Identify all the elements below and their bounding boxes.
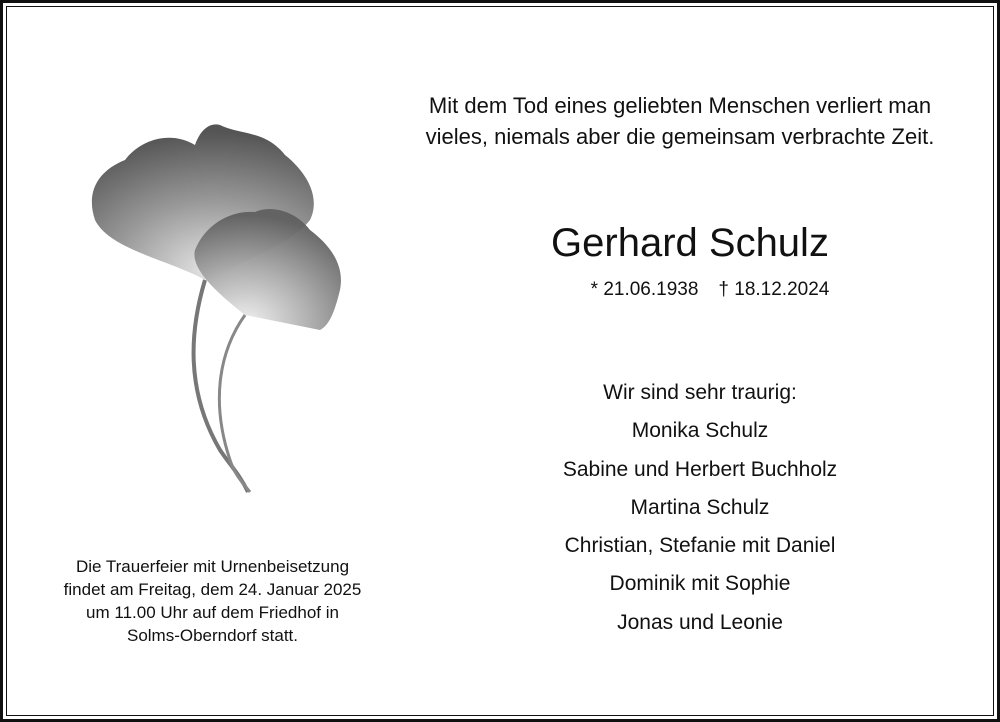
funeral-service-info — [20, 555, 405, 647]
death-date: † 18.12.2024 — [718, 279, 830, 300]
mourners-list — [500, 374, 900, 642]
mourner: Christian, Stefanie mit Daniel — [564, 534, 836, 558]
mourner: Monika Schulz — [631, 419, 769, 443]
service-line: um 11.00 Uhr auf dem Friedhof in — [86, 603, 339, 622]
service-line: findet am Freitag, dem 24. Januar 2025 — [63, 580, 362, 599]
mourners-intro: Wir sind sehr traurig: — [603, 381, 797, 404]
deceased-name: Gerhard Schulz — [551, 221, 829, 265]
mourner: Sabine und Herbert Buchholz — [562, 457, 838, 481]
service-line: Die Trauerfeier mit Urnenbeisetzung — [75, 557, 350, 576]
life-dates — [540, 279, 880, 301]
quote-line: vieles, niemals aber die gemeinsam verbrachte Zeit. — [425, 124, 935, 149]
mourner: Martina Schulz — [630, 495, 770, 519]
memorial-quote — [380, 90, 980, 152]
mourner: Dominik mit Sophie — [609, 572, 791, 596]
service-line: Solms-Oberndorf statt. — [126, 626, 298, 645]
quote-line: Mit dem Tod eines geliebten Menschen verliert man — [428, 93, 932, 118]
birth-date: * 21.06.1938 — [590, 279, 699, 300]
mourner: Jonas und Leonie — [617, 610, 783, 634]
ginkgo-leaf-icon — [70, 110, 360, 510]
small-leaf — [194, 209, 341, 330]
